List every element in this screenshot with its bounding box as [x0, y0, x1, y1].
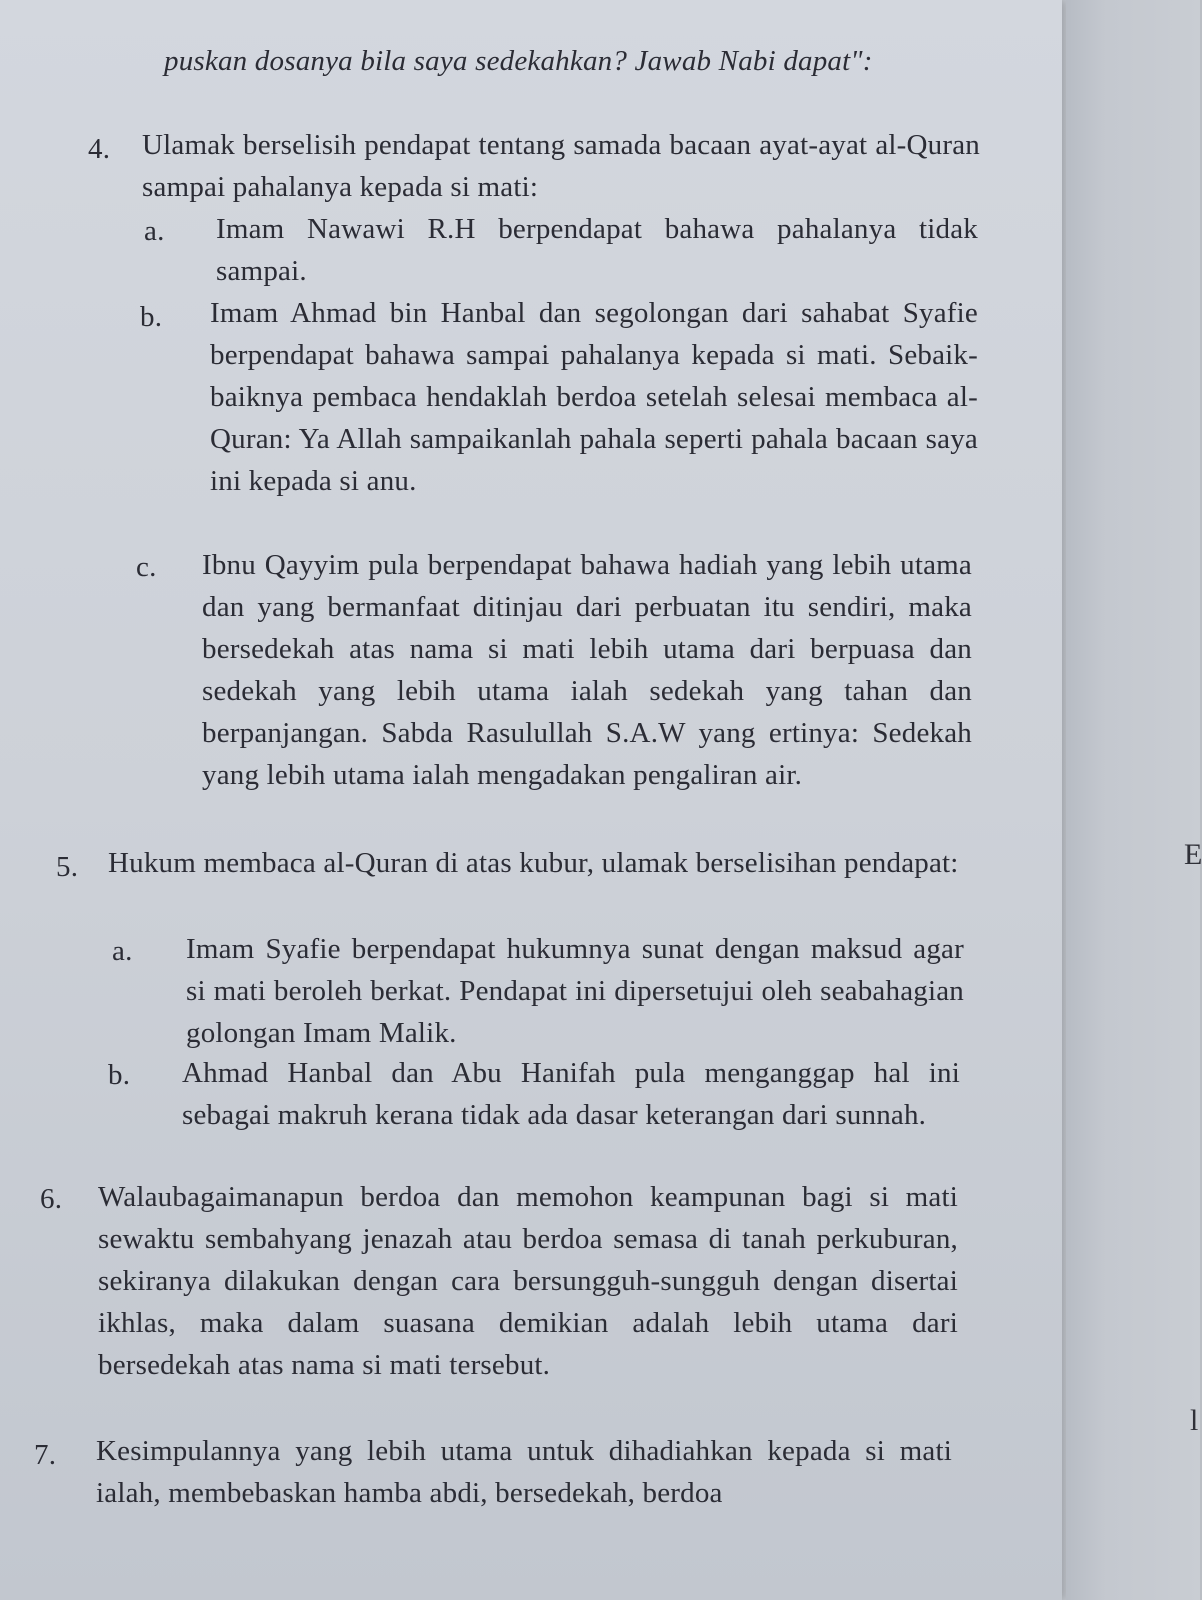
item-5a-text: Imam Syafie berpendapat hukumnya sunat dengan maksud agar si mati beroleh berkat. Pendapat ini dipersetujui oleh seabahagian golongan Imam Malik.: [186, 933, 964, 1049]
item-7-text: Kesimpulannya yang lebih utama untuk dihadiahkan kepada si mati ialah, membebaskan hamba abdi, bersedekah, berdoa: [96, 1435, 952, 1509]
intro-paragraph: puskan dosanya bila saya sedekahkan? Jawab Nabi dapat":: [164, 45, 873, 77]
item-4b-text: Imam Ahmad bin Hanbal dan segolongan dari sahabat Syafie berpendapat bahawa sampai pahalanya kepada si mati. Sebaik- baiknya pembaca hendaklah berdoa setelah selesai membaca al-Quran: Ya Allah sampaikanlah pahala seperti pahala bacaan saya ini kepada si anu.: [210, 297, 978, 497]
item-6-number: 6.: [40, 1183, 63, 1215]
item-4b-label: b.: [140, 301, 163, 333]
item-7-number: 7.: [34, 1439, 57, 1471]
item-4a-label: a.: [144, 215, 165, 247]
facing-page-char: l: [1190, 1404, 1199, 1437]
item-4a-text: Imam Nawawi R.H berpendapat bahawa pahalanya tidak sampai.: [216, 213, 978, 287]
facing-page-char: E: [1184, 838, 1202, 871]
item-5-number: 5.: [56, 851, 79, 883]
item-5a-label: a.: [112, 935, 133, 967]
item-4-text: Ulamak berselisih pendapat tentang samada bacaan ayat-ayat al-Quran sampai pahalanya kepada si mati:: [142, 129, 980, 203]
item-5-text: Hukum membaca al-Quran di atas kubur, ulamak berselisihan pendapat:: [108, 847, 959, 879]
facing-page-edge: [1066, 0, 1200, 1600]
item-4-number: 4.: [88, 133, 111, 165]
item-5b-label: b.: [108, 1059, 131, 1091]
item-4c-text: Ibnu Qayyim pula berpendapat bahawa hadiah yang lebih utama dan yang bermanfaat ditinjau dari perbuatan itu sendiri, maka bersedekah atas nama si mati lebih utama dari berpuasa dan sedekah yang lebih utama ialah sedekah yang tahan dan berpanjangan. Sabda Rasulullah S.A.W yang ertinya: Sedekah yang lebih utama ialah mengadakan pengaliran air.: [202, 549, 972, 791]
item-5b-text: Ahmad Hanbal dan Abu Hanifah pula menganggap hal ini sebagai makruh kerana tidak ada dasar keterangan dari sunnah.: [182, 1057, 960, 1131]
item-4c-label: c.: [136, 551, 157, 583]
item-6-text: Walaubagaimanapun berdoa dan memohon keampunan bagi si mati sewaktu sembahyang jenazah atau berdoa semasa di tanah perkuburan, sekiranya dilakukan dengan cara bersungguh-sungguh dengan disertai ikhlas, maka dalam suasana demikian adalah lebih utama dari bersedekah atas nama si mati tersebut.: [98, 1181, 958, 1381]
